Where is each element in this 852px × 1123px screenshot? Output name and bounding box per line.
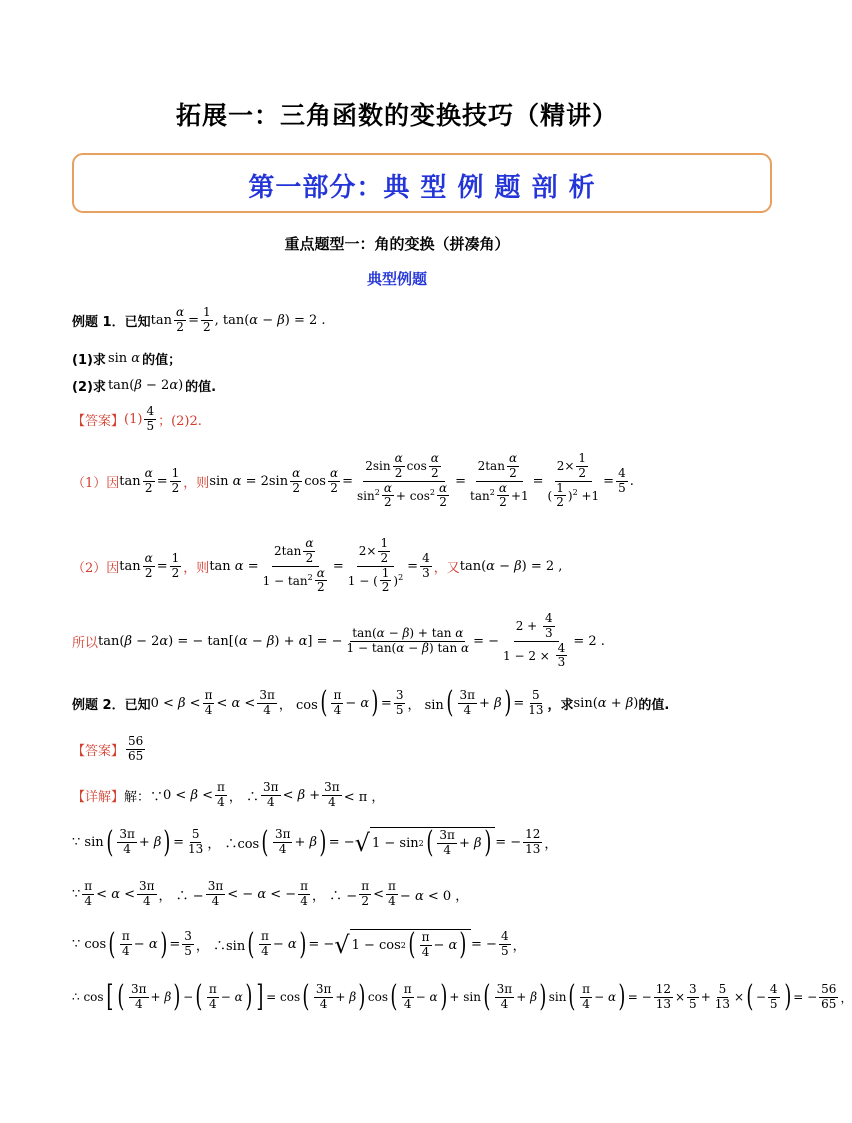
ex2-detail-3: ∵ $\frac{\pi}{4}$ < α < $\frac{3\pi}{4}$ ， ∴ − $\frac{3\pi}{4}$ < − α < − $\frac{\pi}{4}$ ， ∴ − $\frac{\pi}{2}$ < $\frac{\pi}{4}$ − α < 0 ， [72,879,469,908]
ex2-detail-5: ∴ cos [ ( $\frac{3\pi}{4}$ + β ) − ( $\frac{\pi}{4}$ − α ) ] = cos ( $\frac{3\pi}{4}$ + β ) cos ( $\frac{\pi}{4}$ − α ) + sin ( $\frac{3\pi}{4}$ + β ) sin ( $\frac{\pi}{4}$ − α ) = − $\frac{12}{13}$ × $\frac{3}{5}$ + $\frac{5}{13}$ × ( − $\frac{4}{5}$ ) = − $\frac{56}{65}$ ， [72,979,852,1014]
ex1-answer: 【答案】 (1) $\frac{4}{5}$ ；(2)2. [72,404,202,433]
ex2-detail-4: ∵ cos ( $\frac{\pi}{4}$ − α ) = $\frac{3}{5}$ ， ∴sin ( $\frac{\pi}{4}$ − α ) = − √ 1 − cos 2 ( $\frac{\pi}{4}$ − α ) = − $\frac{4}{5}$ ， [72,926,526,962]
ex2-statement: 例题 2． 已知 0 < β < $\frac{\pi}{4}$ < α < $\frac{3\pi}{4}$ ， cos ( $\frac{\pi}{4}$ − α ) = $\frac{3}{5}$ ， sin ( $\frac{3\pi}{4}$ + β ) = $\frac{5}{13}$ ，求 sin(α + β) 的值. [72,685,670,720]
section-banner [72,153,772,213]
topic-heading: 重点题型一：角的变换（拼凑角） [284,235,510,253]
example-heading: 典型例题 [366,270,427,288]
ex1-solution-2: （2）因 tan $\frac{\alpha}{2}$ = $\frac{1}{2}$ ，则 tan α = 2tan $\frac{\alpha}{2}$ $1 - \tan^2$ $\frac{\alpha}{2}$ = 2× $\frac{1}{2}$ 1 − ( $\frac{1}{2}$ )$^2$ = $\frac{4}{3}$ ，又 tan(α − β) = 2 , [72,536,563,595]
ex2-answer: 【答案】 $\frac{56}{65}$ [72,734,144,763]
ex1-statement: 例题 1． 已知 tan $\frac{\alpha}{2}$ = $\frac{1}{2}$ , tan(α − β) = 2 . [72,305,326,334]
ex2-detail-1: 【详解】 解：∵ 0 < β < $\frac{\pi}{4}$ ， ∴ $\frac{3\pi}{4}$ < β + $\frac{3\pi}{4}$ < π ， [72,780,385,809]
ex1-question-1: (1)求 sin α 的值； [72,351,182,368]
section-title: 第一部分：典 型 例 题 剖 析 [248,173,596,203]
ex1-solution-3: 所以 tan(β − 2α) = − tan[(α − β) + α] = − $\frac{\text{tan(α − β) + tan α}}{\text{1 − tan(α − β) tan α}}$ = − 2 + $\frac{4}{3}$ 1 − 2 × $\frac{4}{3}$ = 2 . [72,611,605,670]
ex1-question-2: (2)求 tan(β − 2α) 的值. [72,378,217,395]
ex2-detail-2: ∵ sin ( $\frac{3\pi}{4}$ + β ) = $\frac{5}{13}$ ， ∴cos ( $\frac{3\pi}{4}$ + β ) = − √ 1 − sin 2 ( $\frac{3\pi}{4}$ + β ) = − $\frac{12}{13}$ ， [72,824,558,860]
page-title: 拓展一：三角函数的变换技巧（精讲） [175,101,618,130]
ex1-solution-1: （1）因 tan $\frac{\alpha}{2}$ = $\frac{1}{2}$ ，则 sin α = 2sin $\frac{\alpha}{2}$ cos $\frac{\alpha}{2}$ = 2sin $\frac{\alpha}{2}$ cos $\frac{\alpha}{2}$ $\sin^2$ $\frac{\alpha}{2}$ + $\cos^2$ $\frac{\alpha}{2}$ = 2tan $\frac{\alpha}{2}$ $\tan^2$ $\frac{\alpha}{2}$ +1 = 2× $\frac{1}{2}$ ( $\frac{1}{2}$ )$^2$ +1 = $\frac{4}{5}$ . [72,451,634,510]
